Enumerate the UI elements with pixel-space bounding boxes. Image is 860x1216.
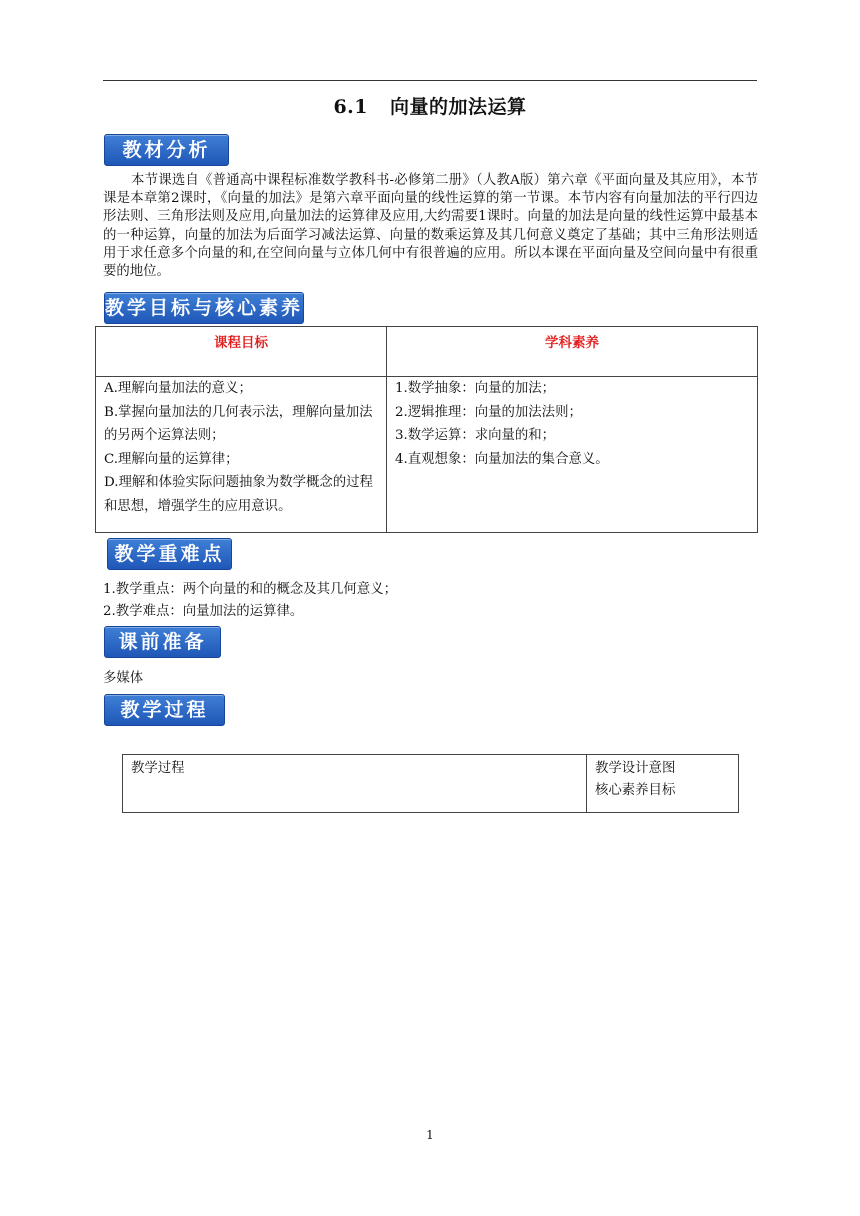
page-number: 1 [426, 1128, 434, 1142]
course-goals-cell [96, 377, 387, 533]
design-intent-label: 教学设计意图 [595, 761, 676, 776]
key-point-2: 2.教学难点：向量加法的运算律。 [103, 604, 304, 619]
course-goal-c: C.理解向量的运算律； [104, 451, 239, 467]
literacy-item-1: 1.数学抽象：向量的加法； [395, 381, 556, 396]
goals-header-course: 课程目标 [96, 327, 387, 377]
page-title [0, 92, 860, 119]
section-number: 6.1 [333, 96, 369, 118]
design-intent-column [587, 755, 739, 813]
section-badge-key-points: 教学重难点 [107, 538, 232, 570]
literacy-item-2: 2.逻辑推理：向量的加法法则； [395, 404, 582, 420]
process-table [122, 754, 739, 813]
section-badge-goals: 教学目标与核心素养 [104, 292, 304, 324]
preparation-text: 多媒体 [103, 671, 144, 686]
section-badge-process: 教学过程 [104, 694, 225, 726]
key-point-1: 1.教学重点：两个向量的和的概念及其几何意义； [103, 582, 397, 597]
literacy-item-3: 3.数学运算：求向量的和； [395, 428, 556, 443]
analysis-paragraph: 本节课选自《普通高中课程标准数学教科书-必修第二册》（人教A版）第六章《平面向量及其应用》，本节课是本章第2课时，《向量的加法》是第六章平面向量的线性运算的第一节课。本节内容有向量加法的平行四边形法则、三角形法则及应用,向量加法的运算律及应用,大约需要1课时。向量的加法是向量的线性运算中最基本的一种运算，向量的加法为后面学习减法运算、向量的数乘运算及其几何意义奠定了基础；其中三角形法则适用于求任意多个向量的和,在空间向量与立体几何中有很普遍的应用。所以本课在平面向量及空间向量中有很重要的地位。 [103, 173, 758, 280]
process-column: 教学过程 [123, 755, 587, 813]
header-rule [103, 80, 757, 81]
section-badge-preparation: 课前准备 [104, 626, 221, 658]
course-goal-d: D.理解和体验实际问题抽象为数学概念的过程和思想，增强学生的应用意识。 [104, 475, 373, 514]
course-goal-a: A.理解向量加法的意义； [104, 381, 252, 396]
section-title: 向量的加法运算 [390, 96, 527, 118]
literacy-cell [387, 377, 758, 533]
literacy-item-4: 4.直观想象：向量加法的集合意义。 [395, 451, 609, 467]
core-literacy-label: 核心素养目标 [595, 783, 676, 798]
section-badge-textbook-analysis: 教材分析 [104, 134, 229, 166]
course-goal-b: B.掌握向量加法的几何表示法，理解向量加法的另两个运算法则； [104, 404, 373, 443]
goals-header-literacy: 学科素养 [387, 327, 758, 377]
goals-table [95, 326, 758, 533]
